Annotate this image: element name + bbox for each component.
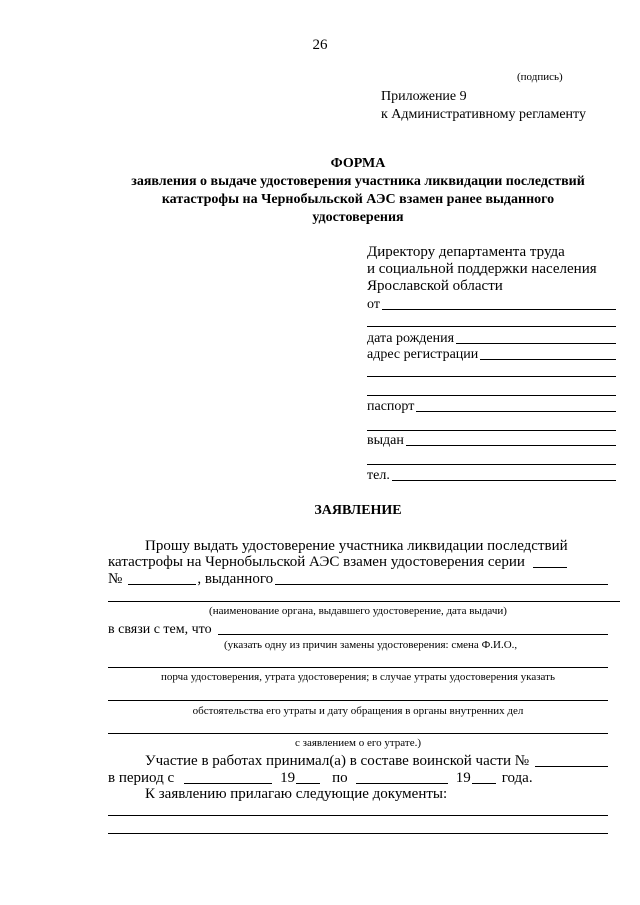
period-to-blank[interactable]	[356, 782, 448, 784]
birth-date-blank[interactable]	[456, 342, 616, 344]
signature-note: (подпись)	[517, 71, 563, 83]
reason-row	[108, 621, 608, 637]
passport-field[interactable]	[367, 398, 616, 414]
issued-blank[interactable]	[406, 444, 616, 446]
phone-field[interactable]	[367, 467, 616, 483]
period-row	[108, 770, 608, 786]
issued-by-blank[interactable]	[275, 583, 608, 585]
attached-blank-line2[interactable]	[108, 833, 608, 834]
series-row	[108, 554, 608, 570]
note-with-statement: с заявлением о его утрате.)	[295, 737, 421, 749]
address-label: адрес регистрации	[367, 347, 479, 362]
note-damage: порча удостоверения, утрата удостоверения; в случае утраты удостоверения указать	[161, 671, 555, 683]
from-blank[interactable]	[382, 308, 616, 310]
reason-blank-line3[interactable]	[108, 700, 608, 701]
passport-blank-line2[interactable]	[367, 430, 616, 431]
address-blank[interactable]	[480, 358, 616, 360]
reason-blank-line2[interactable]	[108, 667, 608, 668]
year2-blank[interactable]	[472, 782, 496, 784]
statement-p1-line1: Прошу выдать удостоверение участника ликвидации последствий	[145, 538, 568, 554]
period-from: в период с	[108, 770, 175, 786]
from-field[interactable]	[367, 296, 616, 312]
note-organ: (наименование органа, выдавшего удостоверение, дата выдачи)	[209, 605, 507, 617]
address-blank-line2[interactable]	[367, 376, 616, 377]
birth-date-field[interactable]	[367, 330, 616, 346]
appendix-line1: Приложение 9	[381, 89, 467, 104]
note-circumstances: обстоятельства его утраты и дату обращения в органы внутренних дел	[192, 705, 524, 717]
passport-blank[interactable]	[416, 410, 616, 412]
participation-text: Участие в работах принимал(а) в составе воинской части №	[145, 753, 530, 769]
to-word: по	[332, 770, 348, 786]
birth-date-label: дата рождения	[367, 331, 455, 346]
period-from-blank[interactable]	[184, 782, 272, 784]
phone-label: тел.	[367, 468, 390, 483]
addressee-line2: и социальной поддержки населения	[367, 261, 597, 277]
year1-blank[interactable]	[296, 782, 320, 784]
form-title-line1: заявления о выдаче удостоверения участника ликвидации последствий	[131, 174, 585, 189]
from-blank-line2[interactable]	[367, 326, 616, 327]
number-blank[interactable]	[128, 583, 196, 585]
series-blank[interactable]	[533, 566, 567, 568]
page-number: 26	[312, 37, 328, 53]
form-title-line3: удостоверения	[312, 210, 404, 225]
from-label: от	[367, 297, 380, 312]
attached-blank-line1[interactable]	[108, 815, 608, 816]
addressee-line1: Директору департамента труда	[367, 244, 565, 260]
number-sign: №	[108, 571, 123, 587]
organ-blank-line[interactable]	[108, 601, 620, 602]
reason-blank[interactable]	[218, 633, 608, 635]
issued-label: выдан	[367, 433, 404, 448]
participation-row	[145, 753, 608, 769]
note-reason: (указать одну из причин замены удостоверения: смена Ф.И.О.,	[224, 639, 518, 651]
issued-blank-line2[interactable]	[367, 464, 616, 465]
address-blank-line3[interactable]	[367, 395, 616, 396]
unit-number-blank[interactable]	[535, 765, 608, 767]
year-word: года.	[501, 770, 533, 786]
form-title-line2: катастрофы на Чернобыльской АЭС взамен ранее выданного	[161, 192, 555, 207]
addressee-line3: Ярославской области	[367, 278, 503, 294]
year1: 19	[280, 770, 296, 786]
reason-blank-line4[interactable]	[108, 733, 608, 734]
statement-title: ЗАЯВЛЕНИЕ	[314, 503, 402, 518]
issued-word: , выданного	[197, 571, 274, 587]
year2: 19	[455, 770, 471, 786]
address-field[interactable]	[367, 346, 616, 362]
number-row	[108, 571, 608, 587]
issued-field[interactable]	[367, 432, 616, 448]
attached-docs-text: К заявлению прилагаю следующие документы:	[145, 786, 448, 802]
reason-label: в связи с тем, что	[108, 622, 212, 637]
form-heading: ФОРМА	[330, 156, 386, 171]
statement-p1-line2: катастрофы на Чернобыльской АЭС взамен удостоверения серии	[108, 554, 525, 570]
passport-label: паспорт	[367, 399, 415, 414]
appendix-line2: к Административному регламенту	[381, 107, 586, 122]
phone-blank[interactable]	[392, 479, 616, 481]
